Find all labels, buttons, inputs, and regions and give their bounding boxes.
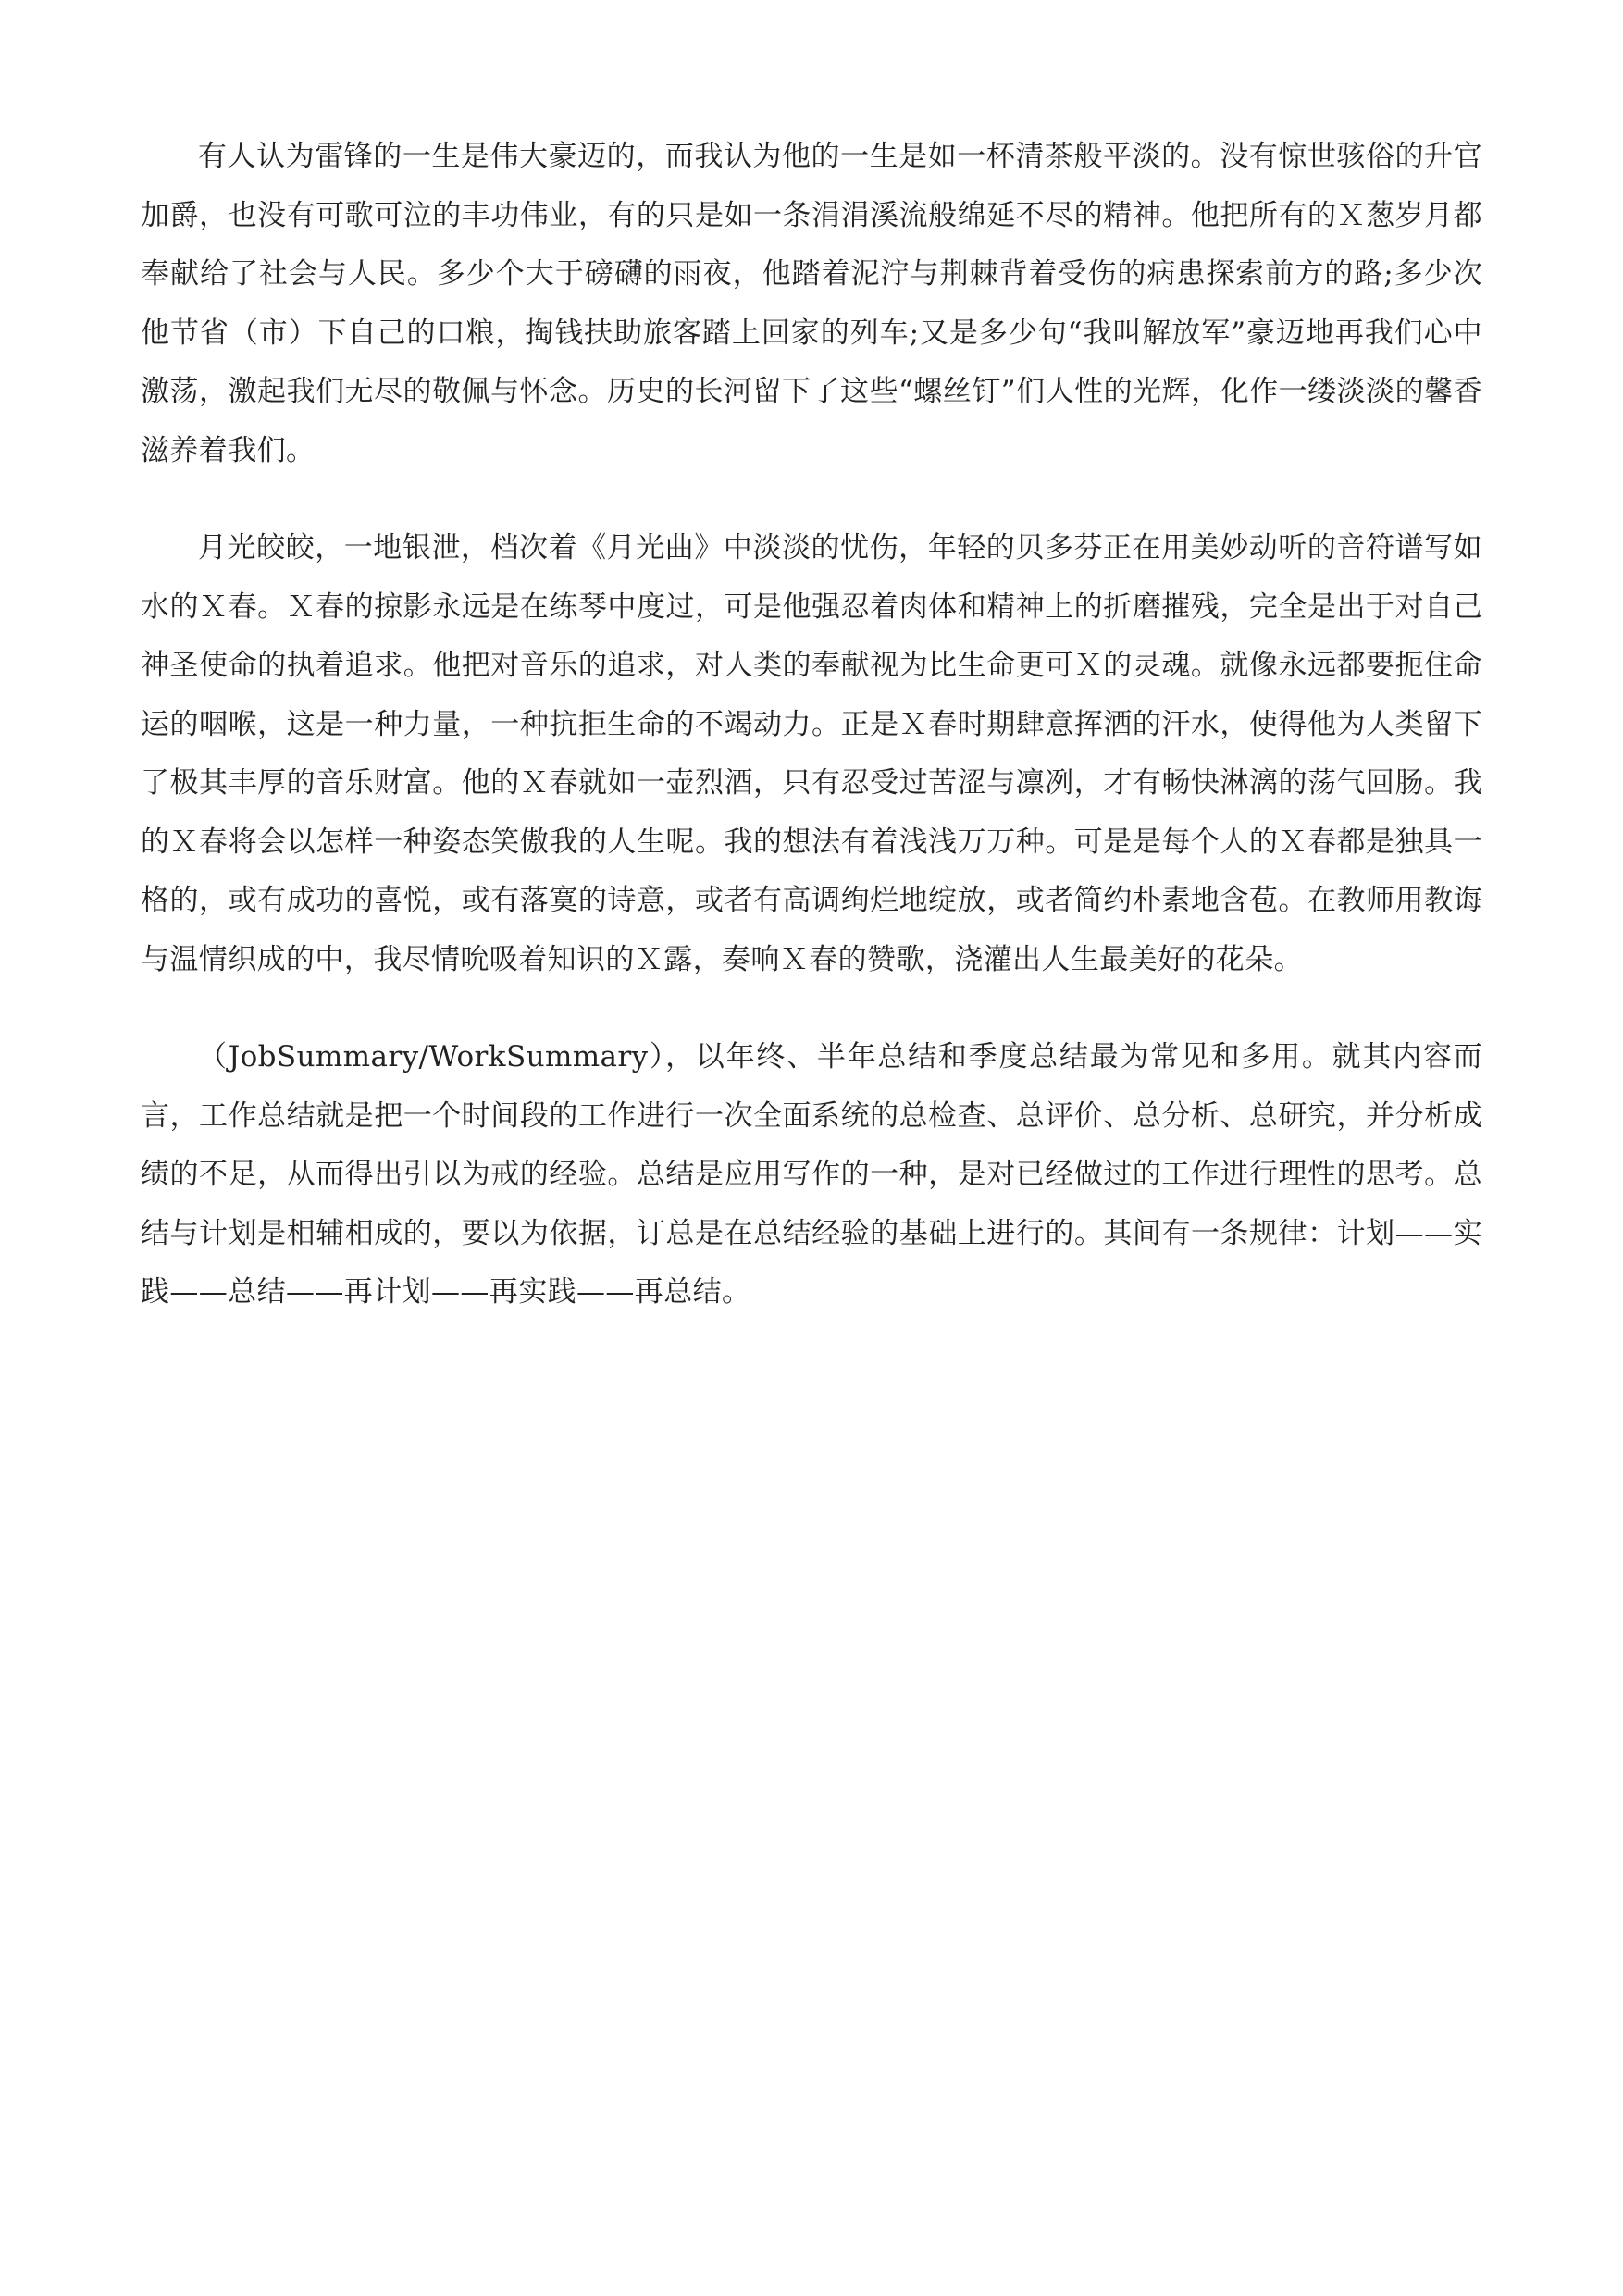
paragraph-lei-feng: 有人认为雷锋的一生是伟大豪迈的，而我认为他的一生是如一杯清茶般平淡的。没有惊世骇俗的升官加爵，也没有可歌可泣的丰功伟业，有的只是如一条涓涓溪流般绵延不尽的精神。他把所有的Ｘ葱岁月都奉献给了社会与人民。多少个大于磅礴的雨夜，他踏着泥泞与荆棘背着受伤的病患探索前方的路;多少次他节省（市）下自己的口粮，掏钱扶助旅客踏上回家的列车;又是多少句“我叫解放军”豪迈地再我们心中激荡，激起我们无尽的敬佩与怀念。历史的长河留下了这些“螺丝钉”们人性的光辉，化作一缕淡淡的馨香滋养着我们。	[141, 140, 1482, 467]
document-body	[141, 128, 1482, 1322]
paragraph-work-summary: （JobSummary/WorkSummary），以年终、半年总结和季度总结最为常见和多用。就其内容而言，工作总结就是把一个时间段的工作进行一次全面系统的总检查、总评价、总分析、总研究，并分析成绩的不足，从而得出引以为戒的经验。总结是应用写作的一种，是对已经做过的工作进行理性的思考。总结与计划是相辅相成的，要以为依据，订总是在总结经验的基础上进行的。其间有一条规律：计划——实践——总结——再计划——再实践——再总结。	[141, 1040, 1482, 1309]
paragraph-beethoven-youth: 月光皎皎，一地银泄，档次着《月光曲》中淡淡的忧伤，年轻的贝多芬正在用美妙动听的音符谱写如水的Ｘ春。Ｘ春的掠影永远是在练琴中度过，可是他强忍着肉体和精神上的折磨摧残，完全是出于对自己神圣使命的执着追求。他把对音乐的追求，对人类的奉献视为比生命更可Ｘ的灵魂。就像永远都要扼住命运的咽喉，这是一种力量，一种抗拒生命的不竭动力。正是Ｘ春时期肆意挥洒的汗水，使得他为人类留下了极其丰厚的音乐财富。他的Ｘ春就如一壶烈酒，只有忍受过苦涩与凛冽，才有畅快淋漓的荡气回肠。我的Ｘ春将会以怎样一种姿态笑傲我的人生呢。我的想法有着浅浅万万种。可是是每个人的Ｘ春都是独具一格的，或有成功的喜悦，或有落寞的诗意，或者有高调绚烂地绽放，或者简约朴素地含苞。在教师用教诲与温情织成的中，我尽情吮吸着知识的Ｘ露，奏响Ｘ春的赞歌，浇灌出人生最美好的花朵。	[141, 531, 1482, 976]
